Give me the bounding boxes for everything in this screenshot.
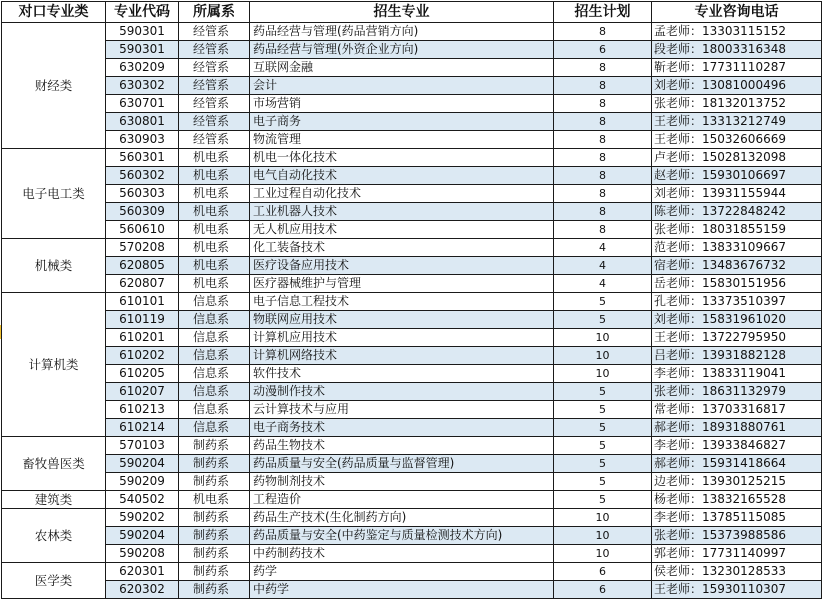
header-code[interactable]: 专业代码 (106, 2, 179, 23)
code-cell[interactable]: 570208 (106, 239, 179, 257)
phone-cell[interactable]: 张老师：18031855159 (652, 221, 822, 239)
code-cell[interactable]: 620807 (106, 275, 179, 293)
plan-cell[interactable]: 5 (554, 419, 652, 437)
phone-cell[interactable]: 郝老师：18931880761 (652, 419, 822, 437)
phone-cell[interactable]: 靳老师：17731110287 (652, 59, 822, 77)
plan-cell[interactable]: 5 (554, 491, 652, 509)
code-cell[interactable]: 590301 (106, 23, 179, 41)
table-row (2, 563, 822, 581)
code-cell[interactable]: 610101 (106, 293, 179, 311)
code-cell[interactable]: 590208 (106, 545, 179, 563)
phone-cell[interactable]: 张老师：15373988586 (652, 527, 822, 545)
code-cell[interactable]: 630701 (106, 95, 179, 113)
table-row (2, 581, 822, 599)
phone-cell[interactable]: 张老师：18631132979 (652, 383, 822, 401)
department-cell[interactable]: 经管系 (179, 95, 250, 113)
category-cell[interactable]: 医学类 (2, 563, 106, 599)
major-cell[interactable]: 计算机应用技术 (250, 329, 554, 347)
major-cell[interactable]: 化工装备技术 (250, 239, 554, 257)
table-row (2, 167, 822, 185)
department-cell[interactable]: 机电系 (179, 257, 250, 275)
table-body (2, 23, 822, 599)
phone-cell[interactable]: 刘老师：15831961020 (652, 311, 822, 329)
plan-cell[interactable]: 8 (554, 77, 652, 95)
table-row (2, 23, 822, 41)
table-row (2, 95, 822, 113)
code-cell[interactable]: 620805 (106, 257, 179, 275)
phone-cell[interactable]: 郝老师：15931418664 (652, 455, 822, 473)
major-cell[interactable]: 电子商务 (250, 113, 554, 131)
phone-cell[interactable]: 常老师：13703316817 (652, 401, 822, 419)
major-cell[interactable]: 动漫制作技术 (250, 383, 554, 401)
department-cell[interactable]: 机电系 (179, 239, 250, 257)
header-major[interactable]: 招生专业 (250, 2, 554, 23)
department-cell[interactable]: 经管系 (179, 131, 250, 149)
plan-cell[interactable]: 10 (554, 365, 652, 383)
department-cell[interactable]: 制药系 (179, 473, 250, 491)
phone-cell[interactable]: 李老师：13933846827 (652, 437, 822, 455)
plan-cell[interactable]: 5 (554, 401, 652, 419)
plan-cell[interactable]: 8 (554, 95, 652, 113)
department-cell[interactable]: 经管系 (179, 23, 250, 41)
department-cell[interactable]: 制药系 (179, 563, 250, 581)
code-cell[interactable]: 560302 (106, 167, 179, 185)
major-cell[interactable]: 中药学 (250, 581, 554, 599)
major-cell[interactable]: 云计算技术与应用 (250, 401, 554, 419)
code-cell[interactable]: 560301 (106, 149, 179, 167)
major-cell[interactable]: 电气自动化技术 (250, 167, 554, 185)
phone-cell[interactable]: 郭老师：17731140997 (652, 545, 822, 563)
major-cell[interactable]: 中药制药技术 (250, 545, 554, 563)
phone-cell[interactable]: 侯老师：13230128533 (652, 563, 822, 581)
department-cell[interactable]: 经管系 (179, 59, 250, 77)
code-cell[interactable]: 630801 (106, 113, 179, 131)
table-row (2, 77, 822, 95)
code-cell[interactable]: 590209 (106, 473, 179, 491)
major-cell[interactable]: 药品生物技术 (250, 437, 554, 455)
phone-cell[interactable]: 孟老师：13303115152 (652, 23, 822, 41)
major-cell[interactable]: 药品经营与管理(外资企业方向) (250, 41, 554, 59)
department-cell[interactable]: 制药系 (179, 509, 250, 527)
department-cell[interactable]: 信息系 (179, 347, 250, 365)
major-cell[interactable]: 软件技术 (250, 365, 554, 383)
category-cell[interactable]: 机械类 (2, 239, 106, 293)
department-cell[interactable]: 信息系 (179, 329, 250, 347)
plan-cell[interactable]: 5 (554, 455, 652, 473)
plan-cell[interactable]: 8 (554, 167, 652, 185)
code-cell[interactable]: 610213 (106, 401, 179, 419)
table-row (2, 185, 822, 203)
table-row (2, 275, 822, 293)
header-category[interactable]: 对口专业类 (2, 2, 106, 23)
phone-cell[interactable]: 吕老师：13931882128 (652, 347, 822, 365)
plan-cell[interactable]: 10 (554, 545, 652, 563)
table-row (2, 329, 822, 347)
phone-cell[interactable]: 宿老师：13483676732 (652, 257, 822, 275)
category-cell[interactable]: 建筑类 (2, 491, 106, 509)
phone-cell[interactable]: 王老师：13722795950 (652, 329, 822, 347)
major-cell[interactable]: 市场营销 (250, 95, 554, 113)
code-cell[interactable]: 560309 (106, 203, 179, 221)
phone-cell[interactable]: 段老师：18003316348 (652, 41, 822, 59)
category-cell[interactable]: 财经类 (2, 23, 106, 149)
plan-cell[interactable]: 5 (554, 473, 652, 491)
phone-cell[interactable]: 赵老师：15930106697 (652, 167, 822, 185)
department-cell[interactable]: 机电系 (179, 275, 250, 293)
plan-cell[interactable]: 6 (554, 41, 652, 59)
code-cell[interactable]: 560610 (106, 221, 179, 239)
major-cell[interactable]: 会计 (250, 77, 554, 95)
category-cell[interactable]: 计算机类 (2, 293, 106, 437)
table-row (2, 545, 822, 563)
code-cell[interactable]: 620301 (106, 563, 179, 581)
major-cell[interactable]: 计算机网络技术 (250, 347, 554, 365)
department-cell[interactable]: 制药系 (179, 527, 250, 545)
department-cell[interactable]: 机电系 (179, 149, 250, 167)
code-cell[interactable]: 610202 (106, 347, 179, 365)
department-cell[interactable]: 机电系 (179, 167, 250, 185)
phone-cell[interactable]: 李老师：13833119041 (652, 365, 822, 383)
table-row (2, 491, 822, 509)
table-row (2, 473, 822, 491)
major-cell[interactable]: 电子商务技术 (250, 419, 554, 437)
code-cell[interactable]: 570103 (106, 437, 179, 455)
table-row (2, 239, 822, 257)
major-cell[interactable]: 工业过程自动化技术 (250, 185, 554, 203)
plan-cell[interactable]: 8 (554, 59, 652, 77)
plan-cell[interactable]: 8 (554, 185, 652, 203)
plan-cell[interactable]: 6 (554, 581, 652, 599)
plan-cell[interactable]: 10 (554, 527, 652, 545)
plan-cell[interactable]: 8 (554, 149, 652, 167)
plan-cell[interactable]: 10 (554, 329, 652, 347)
table-row (2, 221, 822, 239)
plan-cell[interactable]: 8 (554, 113, 652, 131)
table-row (2, 149, 822, 167)
plan-cell[interactable]: 8 (554, 203, 652, 221)
table-row (2, 383, 822, 401)
phone-cell[interactable]: 王老师：15930110307 (652, 581, 822, 599)
code-cell[interactable]: 610201 (106, 329, 179, 347)
code-cell[interactable]: 610207 (106, 383, 179, 401)
table-row (2, 509, 822, 527)
category-cell[interactable]: 电子电工类 (2, 149, 106, 239)
major-cell[interactable]: 药品质量与安全(药品质量与监督管理) (250, 455, 554, 473)
plan-cell[interactable]: 5 (554, 293, 652, 311)
department-cell[interactable]: 信息系 (179, 383, 250, 401)
major-cell[interactable]: 互联网金融 (250, 59, 554, 77)
plan-cell[interactable]: 4 (554, 239, 652, 257)
department-cell[interactable]: 信息系 (179, 401, 250, 419)
code-cell[interactable]: 540502 (106, 491, 179, 509)
code-cell[interactable]: 590202 (106, 509, 179, 527)
department-cell[interactable]: 机电系 (179, 491, 250, 509)
table-row (2, 113, 822, 131)
category-cell[interactable]: 农林类 (2, 509, 106, 563)
department-cell[interactable]: 制药系 (179, 455, 250, 473)
code-cell[interactable]: 630209 (106, 59, 179, 77)
department-cell[interactable]: 机电系 (179, 203, 250, 221)
table-row (2, 131, 822, 149)
plan-cell[interactable]: 5 (554, 437, 652, 455)
plan-cell[interactable]: 10 (554, 509, 652, 527)
plan-cell[interactable]: 10 (554, 347, 652, 365)
category-cell[interactable]: 畜牧兽医类 (2, 437, 106, 491)
major-cell[interactable]: 药品生产技术(生化制药方向) (250, 509, 554, 527)
table-row (2, 347, 822, 365)
table-row (2, 203, 822, 221)
phone-cell[interactable]: 边老师：13930125215 (652, 473, 822, 491)
department-cell[interactable]: 机电系 (179, 185, 250, 203)
plan-cell[interactable]: 8 (554, 23, 652, 41)
code-cell[interactable]: 590204 (106, 527, 179, 545)
phone-cell[interactable]: 卢老师：15028132098 (652, 149, 822, 167)
table-row (2, 455, 822, 473)
department-cell[interactable]: 经管系 (179, 113, 250, 131)
department-cell[interactable]: 制药系 (179, 581, 250, 599)
table-row (2, 437, 822, 455)
code-cell[interactable]: 630302 (106, 77, 179, 95)
plan-cell[interactable]: 5 (554, 383, 652, 401)
code-cell[interactable]: 610214 (106, 419, 179, 437)
major-cell[interactable]: 药学 (250, 563, 554, 581)
department-cell[interactable]: 制药系 (179, 545, 250, 563)
table-row (2, 59, 822, 77)
major-cell[interactable]: 无人机应用技术 (250, 221, 554, 239)
phone-cell[interactable]: 李老师：13785115085 (652, 509, 822, 527)
phone-cell[interactable]: 刘老师：13931155944 (652, 185, 822, 203)
major-cell[interactable]: 药品质量与安全(中药鉴定与质量检测技术方向) (250, 527, 554, 545)
phone-cell[interactable]: 岳老师：15830151956 (652, 275, 822, 293)
plan-cell[interactable]: 8 (554, 221, 652, 239)
major-cell[interactable]: 药品经营与管理(药品营销方向) (250, 23, 554, 41)
department-cell[interactable]: 经管系 (179, 41, 250, 59)
table-row (2, 41, 822, 59)
phone-cell[interactable]: 杨老师：13832165528 (652, 491, 822, 509)
plan-cell[interactable]: 6 (554, 563, 652, 581)
code-cell[interactable]: 560303 (106, 185, 179, 203)
table-row (2, 293, 822, 311)
department-cell[interactable]: 信息系 (179, 419, 250, 437)
major-cell[interactable]: 工业机器人技术 (250, 203, 554, 221)
code-cell[interactable]: 610119 (106, 311, 179, 329)
phone-cell[interactable]: 孔老师：13373510397 (652, 293, 822, 311)
plan-cell[interactable]: 4 (554, 275, 652, 293)
table-row (2, 527, 822, 545)
department-cell[interactable]: 信息系 (179, 365, 250, 383)
table-row (2, 401, 822, 419)
major-cell[interactable]: 机电一体化技术 (250, 149, 554, 167)
header-department[interactable]: 所属系 (179, 2, 250, 23)
department-cell[interactable]: 信息系 (179, 293, 250, 311)
department-cell[interactable]: 信息系 (179, 311, 250, 329)
table-row (2, 311, 822, 329)
department-cell[interactable]: 经管系 (179, 77, 250, 95)
header-row (2, 2, 822, 23)
plan-cell[interactable]: 5 (554, 311, 652, 329)
table-row (2, 365, 822, 383)
plan-cell[interactable]: 4 (554, 257, 652, 275)
major-cell[interactable]: 工程造价 (250, 491, 554, 509)
plan-cell[interactable]: 8 (554, 131, 652, 149)
code-cell[interactable]: 620302 (106, 581, 179, 599)
phone-cell[interactable]: 张老师：18132013752 (652, 95, 822, 113)
major-cell[interactable]: 医疗器械维护与管理 (250, 275, 554, 293)
code-cell[interactable]: 630903 (106, 131, 179, 149)
enrollment-table (1, 1, 822, 599)
major-cell[interactable]: 医疗设备应用技术 (250, 257, 554, 275)
table-row (2, 257, 822, 275)
major-cell[interactable]: 电子信息工程技术 (250, 293, 554, 311)
department-cell[interactable]: 机电系 (179, 221, 250, 239)
major-cell[interactable]: 物联网应用技术 (250, 311, 554, 329)
phone-cell[interactable]: 刘老师：13081000496 (652, 77, 822, 95)
code-cell[interactable]: 590301 (106, 41, 179, 59)
code-cell[interactable]: 590204 (106, 455, 179, 473)
phone-cell[interactable]: 王老师：15032606669 (652, 131, 822, 149)
phone-cell[interactable]: 范老师：13833109667 (652, 239, 822, 257)
phone-cell[interactable]: 王老师：13313212749 (652, 113, 822, 131)
major-cell[interactable]: 药物制剂技术 (250, 473, 554, 491)
major-cell[interactable]: 物流管理 (250, 131, 554, 149)
header-phone[interactable]: 专业咨询电话 (652, 2, 822, 23)
code-cell[interactable]: 610205 (106, 365, 179, 383)
department-cell[interactable]: 制药系 (179, 437, 250, 455)
phone-cell[interactable]: 陈老师：13722848242 (652, 203, 822, 221)
header-plan[interactable]: 招生计划 (554, 2, 652, 23)
table-row (2, 419, 822, 437)
